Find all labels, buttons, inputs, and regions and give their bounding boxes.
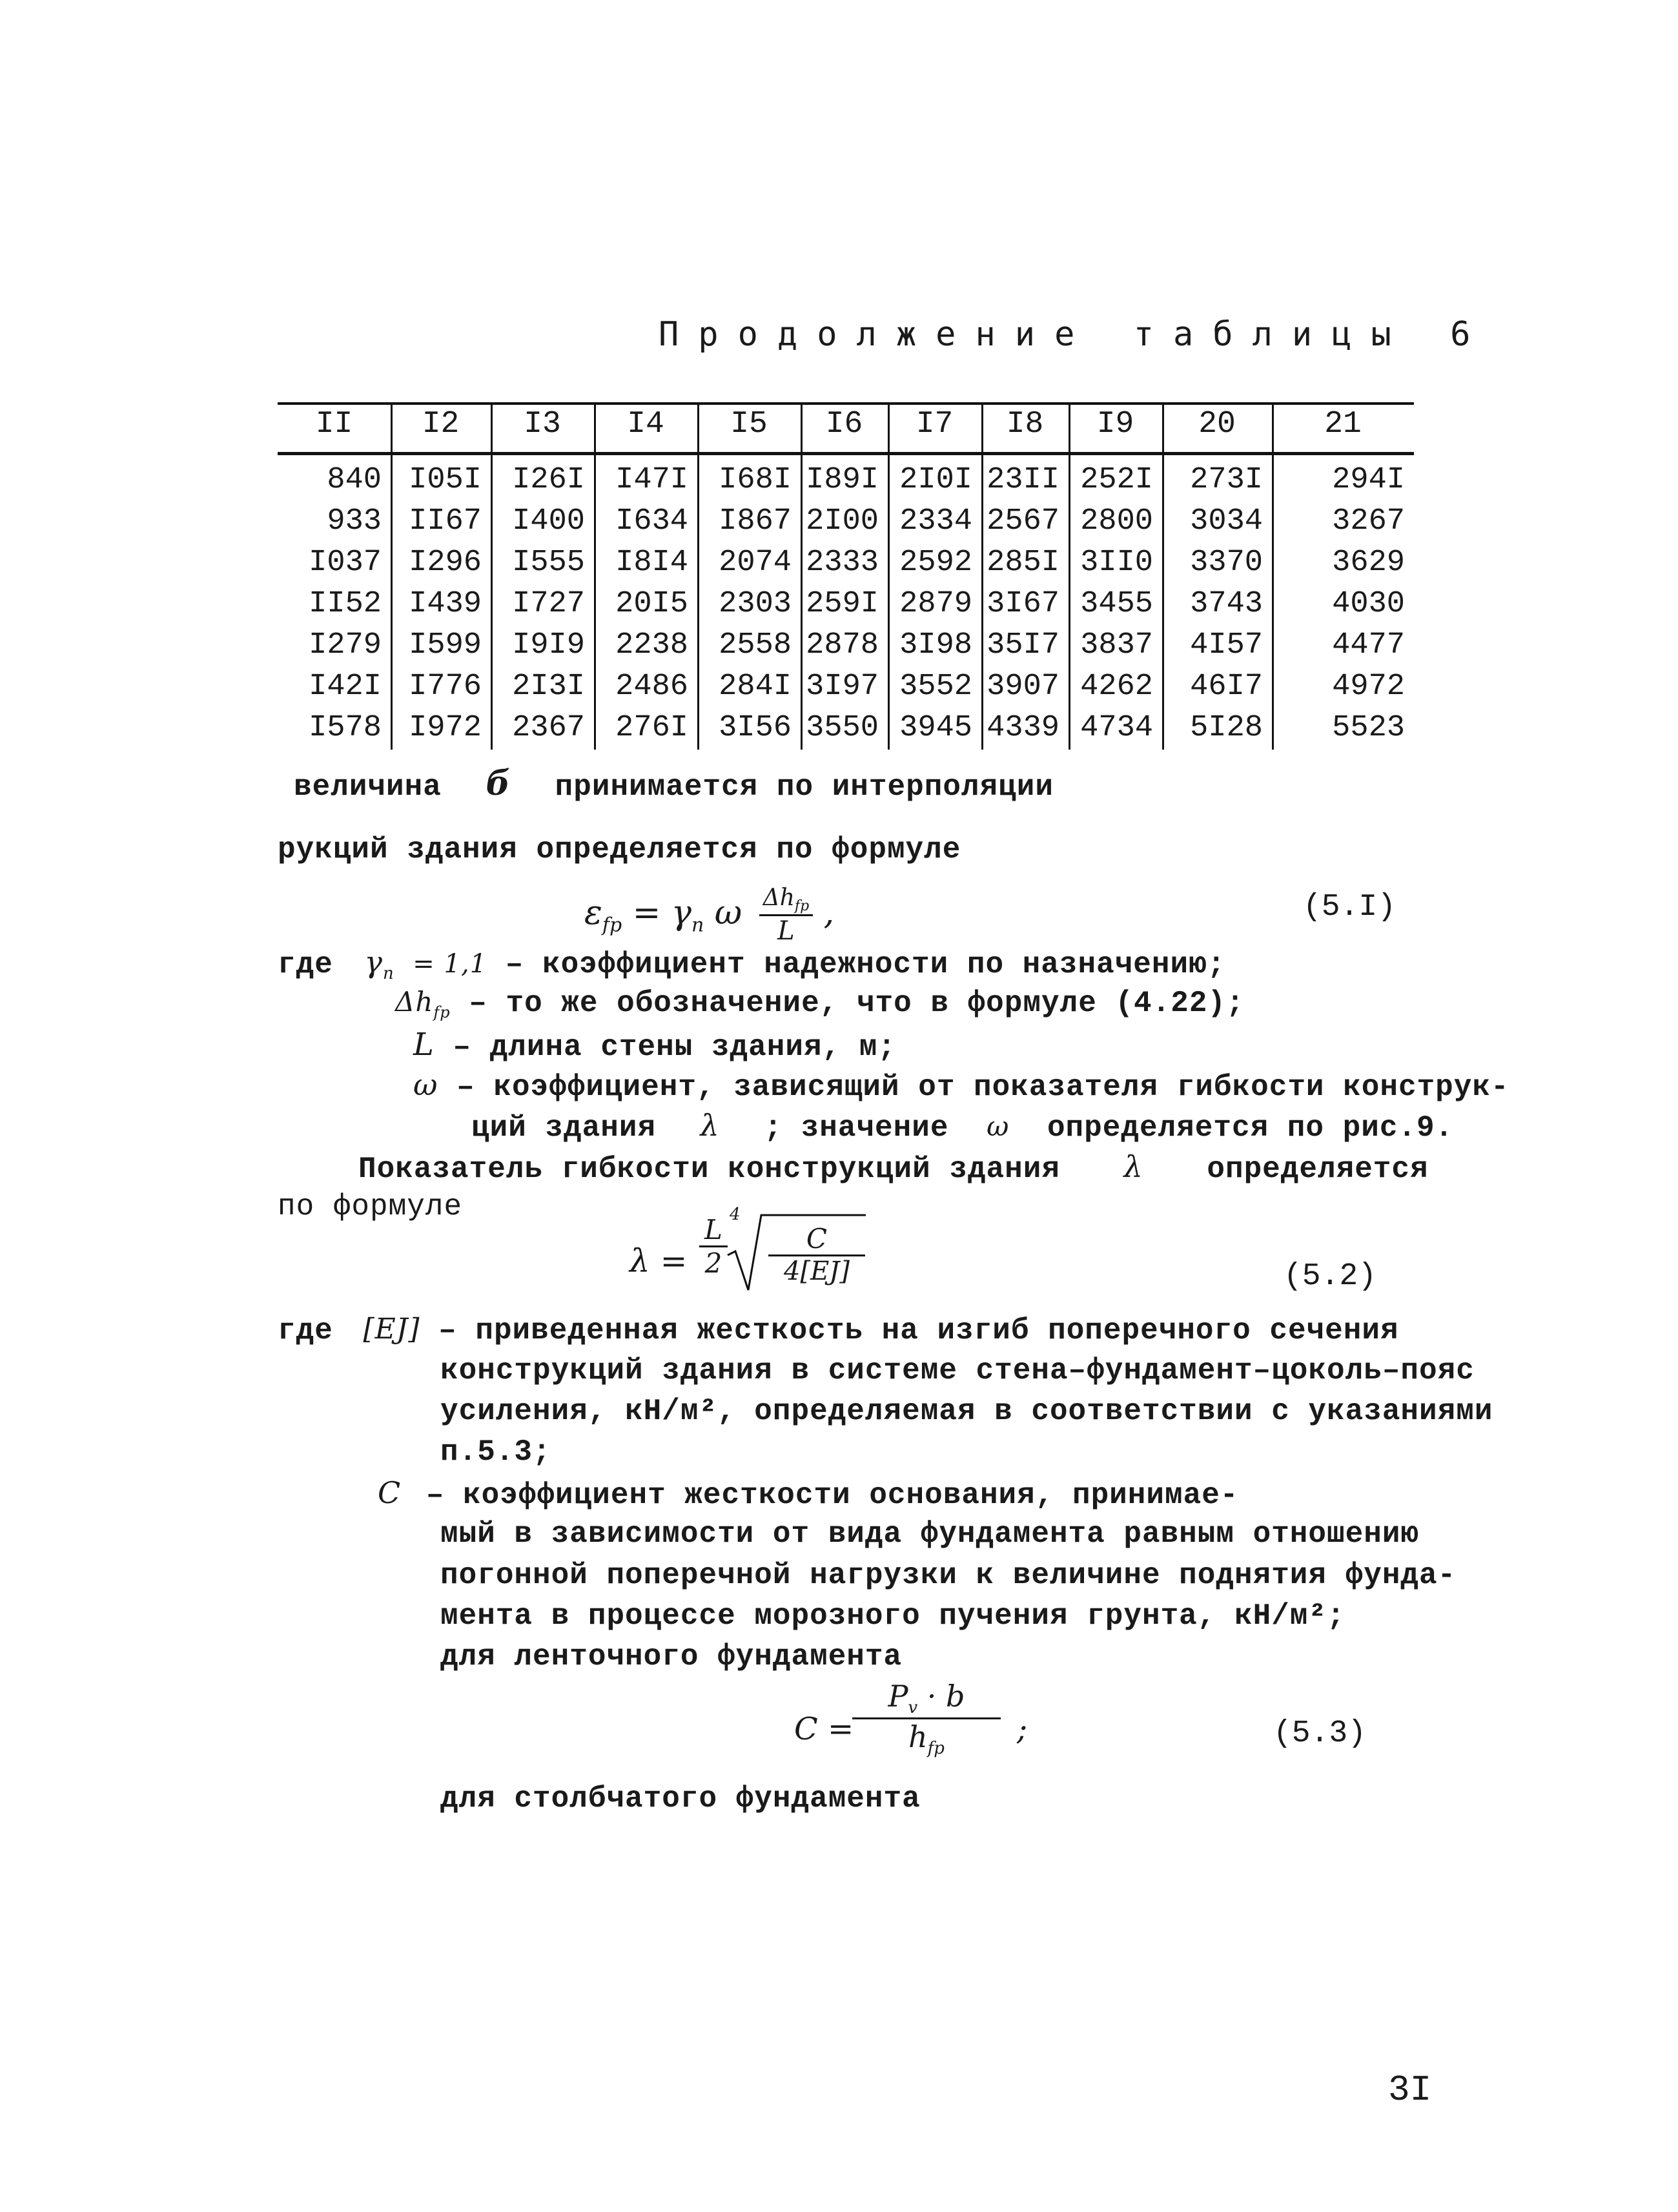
table-cell: 3267 — [1332, 504, 1405, 538]
table-cell: 273I — [1190, 463, 1263, 497]
table-cell: 4477 — [1332, 628, 1405, 662]
table-cell: 2367 — [512, 711, 585, 745]
table-cell: 3550 — [806, 711, 879, 745]
table-cell: 3370 — [1190, 546, 1263, 580]
table-cell: 35I7 — [987, 628, 1059, 662]
table-cell: 2567 — [987, 504, 1059, 538]
table-cell: 2592 — [899, 546, 972, 580]
def-delta-h — [395, 986, 1245, 1021]
table-top-rule — [278, 402, 1414, 405]
table-cell: I05I — [409, 463, 482, 497]
f51-lhs-sub: fp — [602, 914, 622, 937]
table-cell: 4262 — [1080, 670, 1153, 704]
formula-5-1: $\varepsilon_{fp} = \gamma_n$ ω $\Delta h_{fp}$ L , — [584, 885, 835, 947]
table-cell: 2558 — [719, 628, 792, 662]
table-cell: 3II0 — [1080, 546, 1153, 580]
table-cell: 2486 — [615, 670, 688, 704]
table-cell: 294I — [1332, 463, 1405, 497]
table-header-cell: I2 — [422, 407, 460, 442]
omega-symbol: ω — [413, 1067, 438, 1102]
equation-number-5-3: (5.3) — [1273, 1716, 1367, 1751]
table-cell: 3I98 — [899, 628, 972, 662]
table-cell: 2303 — [719, 587, 792, 621]
where-label-2: где — [278, 1314, 333, 1347]
equation-number-5-1: (5.I) — [1303, 890, 1397, 925]
note-text-b: принимается по интерполяции — [555, 770, 1054, 804]
table-caption: Продолжение таблицы 6 — [659, 315, 1490, 354]
table-cell: I037 — [309, 546, 382, 580]
table-cell: 3837 — [1080, 628, 1153, 662]
table-cell: 3907 — [987, 670, 1059, 704]
f52-lhs: λ = — [629, 1242, 688, 1280]
omega-desc: – коэффициент, зависящий от показателя гибкости конструк- — [456, 1070, 1509, 1104]
paragraph-flexibility — [358, 1149, 1429, 1186]
table-cell: 276I — [615, 711, 688, 745]
last-line: для столбчатого фундамента — [440, 1782, 921, 1816]
gamma-n-desc: – коэффициент надежности по назначению; — [505, 948, 1226, 981]
table-cell: I555 — [512, 546, 585, 580]
table-cell: 3945 — [899, 711, 972, 745]
table-cell: 20I5 — [615, 587, 688, 621]
f51-fraction — [759, 885, 813, 946]
table-cell: 2I00 — [806, 504, 879, 538]
table-cell: 3I67 — [987, 587, 1059, 621]
def-c — [378, 1475, 1238, 1512]
interpolation-note — [294, 764, 1054, 804]
table-cell: 2333 — [806, 546, 879, 580]
table-cell: 4972 — [1332, 670, 1405, 704]
gamma-n-symbol: γ — [364, 945, 383, 979]
table-cell: 23II — [987, 463, 1059, 497]
c-symbol: C — [378, 1475, 402, 1510]
table-cell: I68I — [719, 463, 792, 497]
table-cell: 4339 — [987, 711, 1059, 745]
gamma-n-value: = 1,1 — [413, 949, 487, 979]
note-symbol: б — [486, 764, 511, 803]
table-header-cell: I8 — [1006, 407, 1044, 442]
table-cell: I972 — [409, 711, 482, 745]
note-text-a: величина — [294, 770, 442, 804]
table-header-cell: I6 — [825, 407, 863, 442]
para-lambda-symbol: λ — [1123, 1149, 1143, 1184]
c-desc-line-5: для ленточного фундамента — [440, 1640, 903, 1674]
c-desc-line-3: погонной поперечной нагрузки к величине поднятия фунда- — [440, 1559, 1457, 1592]
table-cell: 3I56 — [719, 711, 792, 745]
f51-denominator: L — [777, 916, 795, 947]
def-omega — [413, 1067, 1509, 1104]
equation-number-5-2: (5.2) — [1284, 1259, 1377, 1294]
table-header-cell: I9 — [1096, 407, 1134, 442]
table-cell: 4030 — [1332, 587, 1405, 621]
table-cell: II67 — [409, 504, 482, 538]
table-cell: 3552 — [899, 670, 972, 704]
ej-desc-line-3: усиления, кН/м², определяемая в соответствии с указаниями — [440, 1395, 1493, 1428]
length-desc: – длина стены здания, м; — [453, 1030, 896, 1064]
table-header-cell: I7 — [916, 407, 954, 442]
length-symbol: L — [413, 1027, 435, 1063]
table-cell: I634 — [615, 504, 688, 538]
omega-lambda-symbol: λ — [700, 1108, 720, 1143]
def-gamma-n: где $\gamma_n = 1,1$ – коэффициент надежности по назначению; — [278, 945, 1226, 984]
table-cell: 840 — [327, 463, 382, 497]
table-header-cell: I5 — [730, 407, 768, 442]
table-cell: 284I — [719, 670, 792, 704]
where-label-1: где — [278, 948, 333, 981]
table-cell: 2I0I — [899, 463, 972, 497]
table-cell: 4I57 — [1190, 628, 1263, 662]
table-header-cell: 20 — [1198, 407, 1236, 442]
table-header-cell: 21 — [1324, 407, 1362, 442]
table-cell: 259I — [806, 587, 879, 621]
table-cell: 3034 — [1190, 504, 1263, 538]
table-cell: I599 — [409, 628, 482, 662]
omega-desc-2b: ; значение — [764, 1111, 949, 1145]
table-cell: 3743 — [1190, 587, 1263, 621]
table-cell: 252I — [1080, 463, 1153, 497]
table-cell: 46I7 — [1190, 670, 1263, 704]
f51-lhs: ε — [584, 894, 602, 933]
table-cell: I8I4 — [615, 546, 688, 580]
ej-desc-1: – приведенная жесткость на изгиб поперечного сечения — [438, 1314, 1399, 1347]
table-cell: 2238 — [615, 628, 688, 662]
table-cell: 5I28 — [1190, 711, 1263, 745]
table-cell: I89I — [806, 463, 879, 497]
page-number: 3I — [1388, 2069, 1432, 2111]
body-line-1: рукций здания определяется по формуле — [278, 833, 961, 866]
table-cell: 285I — [987, 546, 1059, 580]
table-header-cell: I3 — [524, 407, 561, 442]
def-length — [413, 1027, 896, 1064]
table-cell: I9I9 — [512, 628, 585, 662]
delta-h-symbol: Δh — [395, 986, 434, 1018]
def-omega-cont — [471, 1108, 1453, 1145]
f51-omega: ω — [714, 894, 742, 933]
table-cell: 5523 — [1332, 711, 1405, 745]
f53-semicolon: ; — [1017, 1711, 1028, 1747]
f51-mid-sub: n — [691, 914, 704, 937]
table-cell: II52 — [309, 587, 382, 621]
paragraph-by-formula: по формуле — [278, 1190, 463, 1224]
table-cell: 4734 — [1080, 711, 1153, 745]
omega-omega-symbol: ω — [987, 1111, 1010, 1142]
para-text-b: определяется — [1207, 1152, 1429, 1186]
table-cell: 2I3I — [512, 670, 585, 704]
table-cell: I439 — [409, 587, 482, 621]
f52-half-fraction: L 2 — [699, 1214, 728, 1279]
table-cell: I400 — [512, 504, 585, 538]
table-cell: I578 — [309, 711, 382, 745]
table-cell: 2879 — [899, 587, 972, 621]
table-cell: I42I — [309, 670, 382, 704]
table-cell: 3455 — [1080, 587, 1153, 621]
table-header-cell: I4 — [627, 407, 664, 442]
table-cell: I727 — [512, 587, 585, 621]
delta-h-desc: – то же обозначение, что в формуле (4.22); — [469, 987, 1245, 1020]
table-cell: 933 — [327, 504, 382, 538]
table-cell: I867 — [719, 504, 792, 538]
f51-mid: = γ — [632, 894, 691, 933]
table-cell: 3I97 — [806, 670, 879, 704]
table-cell: 2334 — [899, 504, 972, 538]
table-cell: I26I — [512, 463, 585, 497]
table-cell: I47I — [615, 463, 688, 497]
table-cell: I279 — [309, 628, 382, 662]
table-cell: 2074 — [719, 546, 792, 580]
ej-desc-line-2: конструкций здания в системе стена–фундамент–цоколь–пояс — [440, 1354, 1475, 1388]
table-header-cell: II — [315, 407, 353, 442]
omega-desc-2c: определяется по рис.9. — [1047, 1111, 1454, 1145]
f51-numerator: $\Delta h_{fp}$ — [759, 885, 813, 916]
f52-root-index: 4 — [730, 1205, 741, 1224]
ej-desc-line-4: п.5.3; — [440, 1435, 551, 1469]
ej-symbol: [EJ] — [363, 1313, 420, 1346]
omega-desc-2a: ций здания — [471, 1111, 657, 1145]
c-desc-line-4: мента в процессе морозного пучения грунта, кН/м²; — [440, 1599, 1345, 1633]
table-cell: I296 — [409, 546, 482, 580]
para-text-a: Показатель гибкости конструкций здания — [358, 1152, 1060, 1186]
table-cell: 3629 — [1332, 546, 1405, 580]
table-cell: 2800 — [1080, 504, 1153, 538]
def-ej — [278, 1313, 1399, 1347]
f53-lhs: C = — [794, 1711, 854, 1747]
table-cell: I776 — [409, 670, 482, 704]
table-header-rule — [278, 452, 1414, 455]
f52-inner-fraction: C 4[EJ] — [768, 1223, 865, 1286]
table-cell: 2878 — [806, 628, 879, 662]
f53-fraction: $P_v \cdot b$ $h_{fp}$ — [852, 1679, 1001, 1758]
c-desc-line-2: мый в зависимости от вида фундамента равным отношению — [440, 1517, 1420, 1551]
delta-h-sub: fp — [433, 1003, 451, 1022]
c-desc-1: – коэффициент жесткости основания, принимае- — [425, 1479, 1239, 1512]
